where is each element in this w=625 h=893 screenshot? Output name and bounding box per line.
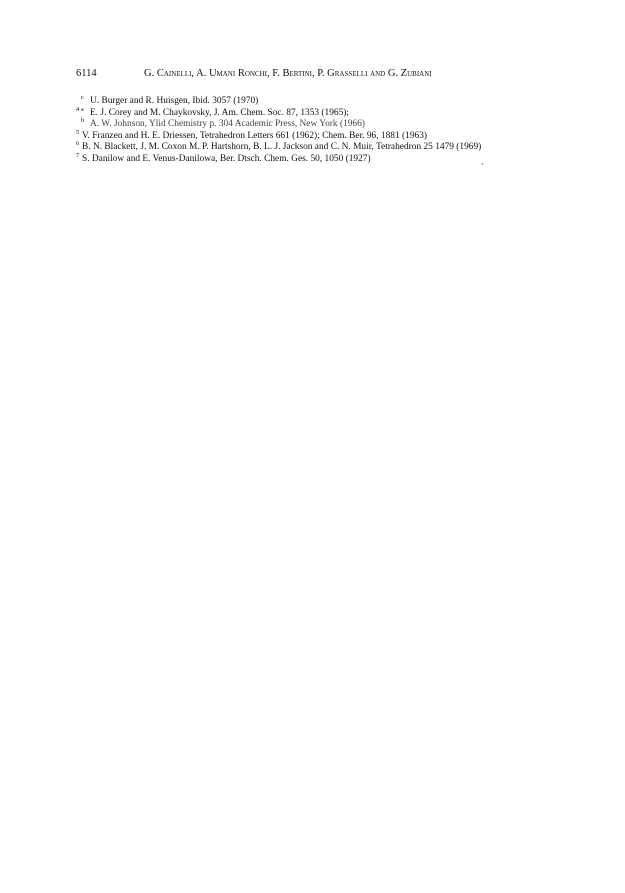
- reference-5: [76, 128, 576, 143]
- reference-4a: [76, 105, 576, 120]
- reference-text: B. N. Blackett, J. M. Coxon M. P. Hartshorn, B. L. J. Jackson and C. N. Muir, Tetrahedron 25 1479 (1969): [82, 142, 482, 153]
- reference-marker: 4 a: [76, 105, 84, 113]
- reference-4b: [76, 119, 576, 131]
- reference-list: [76, 96, 576, 166]
- reference-marker: b: [81, 117, 85, 125]
- reference-marker: c: [81, 94, 84, 101]
- reference-text: S. Danilow and E. Venus-Danilowa, Ber. Dtsch. Chem. Ges. 50, 1050 (1927): [82, 153, 371, 164]
- running-head: [76, 67, 556, 81]
- reference-marker: 6: [76, 140, 80, 148]
- reference-marker: 7: [76, 151, 80, 159]
- reference-3c: [76, 96, 576, 108]
- reference-text: U. Burger and R. Huisgen, Ibid. 3057 (1970): [90, 96, 259, 106]
- running-head-authors: G. Cainelli, A. Umani Ronchi, F. Bertini, P. Grasselli and G. Zubiani: [144, 68, 432, 79]
- reference-6: [76, 142, 576, 154]
- reference-text: A. W. Johnson, Ylid Chemistry p. 304 Academic Press, New York (1966): [90, 119, 365, 130]
- reference-text: V. Franzen and H. E. Driessen, Tetrahedron Letters 661 (1962); Chem. Ber. 96, 1881 (1963): [82, 130, 428, 141]
- stray-print-mark: ʼ: [481, 162, 484, 170]
- reference-marker: 5: [76, 128, 80, 136]
- page-number: 6114: [76, 68, 97, 79]
- reference-7: [76, 151, 576, 166]
- reference-text: E. J. Corey and M. Chaykovsky, J. Am. Chem. Soc. 87, 1353 (1965);: [90, 107, 350, 118]
